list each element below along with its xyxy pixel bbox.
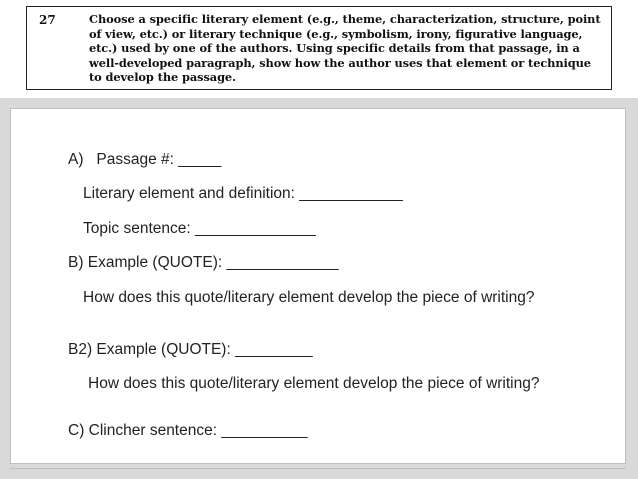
slide-frame	[0, 98, 638, 479]
example2-line: B2) Example (QUOTE): _________	[68, 341, 313, 358]
develop-question-1-text: How does this quote/literary element develop the piece of writing?	[83, 289, 535, 306]
develop-question-1	[83, 289, 543, 306]
passage-line: A) Passage #: _____	[68, 151, 222, 168]
literary-element-line: Literary element and definition: ____________	[83, 185, 403, 202]
develop-question-2	[88, 375, 548, 392]
topic-sentence-line: Topic sentence: ______________	[83, 220, 316, 237]
question-number: 27	[39, 13, 56, 27]
question-text: Choose a specific literary element (e.g., theme, characterization, structure, point of view, etc.) or literary technique (e.g., symbolism, irony, figurative language, etc.) used by one of the authors. Using specific details from that passage, in a well-developed paragraph, show how the author uses that element or technique to develop the passage.	[89, 12, 601, 84]
example-line: B) Example (QUOTE): _____________	[68, 254, 339, 271]
develop-question-2-text: How does this quote/literary element develop the piece of writing?	[88, 375, 540, 392]
clincher-line: C) Clincher sentence: __________	[68, 422, 308, 439]
question-box	[26, 6, 612, 90]
slide-content	[10, 108, 626, 464]
slide-bottom-divider	[10, 468, 626, 469]
